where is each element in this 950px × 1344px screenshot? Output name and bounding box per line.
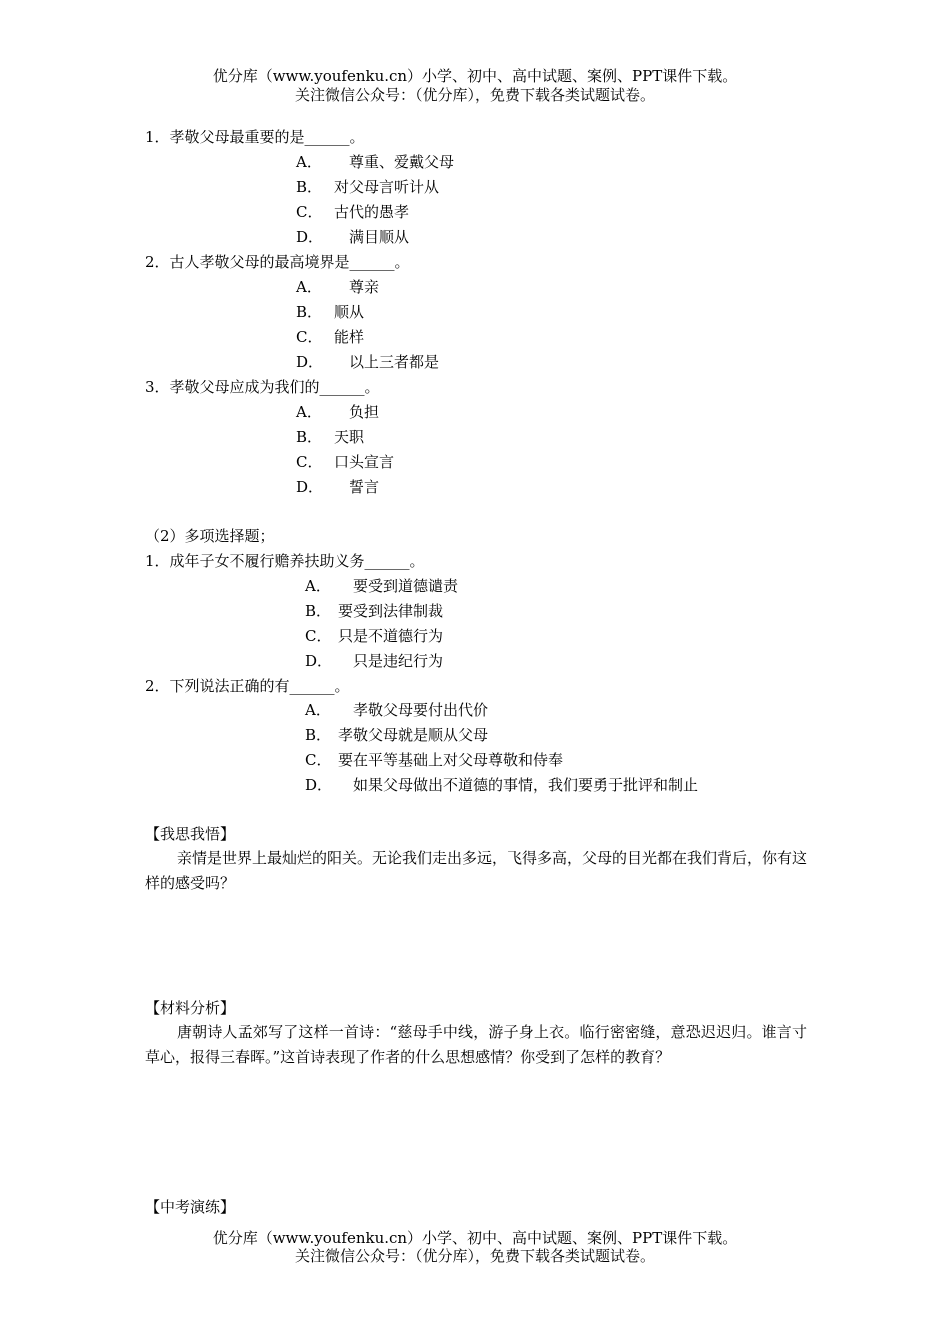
option-letter: C．	[305, 627, 332, 645]
option-text: 古代的愚孝	[334, 203, 410, 221]
option-c	[305, 626, 443, 646]
option-letter: D．	[296, 353, 324, 371]
option-a	[305, 576, 458, 596]
option-letter: B．	[305, 602, 332, 620]
question-1: 1．孝敬父母最重要的是______。	[145, 128, 365, 146]
option-letter: D．	[296, 228, 324, 246]
option-text: 要受到道德谴责	[338, 577, 459, 595]
option-text: 只是不道德行为	[338, 627, 444, 645]
option-letter: B．	[296, 303, 323, 321]
option-c	[296, 327, 364, 347]
option-text: 如果父母做出不道德的事情，我们要勇于批评和制止	[338, 776, 699, 794]
option-letter: D．	[296, 478, 324, 496]
option-a	[296, 402, 379, 422]
reflect-heading: 【我思我悟】	[145, 825, 236, 843]
option-b	[296, 302, 364, 322]
reflect-body: 亲情是世界上最灿烂的阳关。无论我们走出多远，飞得多高，父母的目光都在我们背后，你有这样的感受吗？	[145, 849, 808, 892]
option-letter: A．	[296, 153, 322, 171]
option-text: 以上三者都是	[334, 353, 440, 371]
option-a	[305, 700, 488, 720]
option-text: 顺从	[334, 303, 365, 321]
option-letter: B．	[305, 726, 332, 744]
option-letter: D．	[305, 776, 333, 794]
option-c	[296, 202, 409, 222]
option-text: 满目顺从	[334, 228, 410, 246]
option-b	[296, 177, 439, 197]
option-text: 天职	[334, 428, 365, 446]
question-3: 3．孝敬父母应成为我们的______。	[145, 378, 380, 396]
option-d	[296, 227, 409, 247]
option-text: 尊重、爱戴父母	[334, 153, 455, 171]
option-b	[305, 601, 443, 621]
multi-choice-heading: （2）多项选择题；	[145, 527, 275, 545]
option-c	[305, 750, 563, 770]
option-text: 负担	[334, 403, 380, 421]
option-letter: D．	[305, 652, 333, 670]
option-text: 要受到法律制裁	[338, 602, 444, 620]
option-d	[305, 775, 698, 795]
footer-line-1: 优分库（www.youfenku.cn）小学、初中、高中试题、案例、PPT课件下载。	[212, 1229, 738, 1247]
option-d	[296, 352, 439, 372]
option-letter: A．	[305, 577, 331, 595]
option-letter: B．	[296, 178, 323, 196]
option-c	[296, 452, 394, 472]
multi-question-1: 1．成年子女不履行赡养扶助义务______。	[145, 552, 425, 570]
option-d	[305, 651, 443, 671]
option-text: 只是违纪行为	[338, 652, 444, 670]
option-text: 能样	[334, 328, 365, 346]
header-line-1: 优分库（www.youfenku.cn）小学、初中、高中试题、案例、PPT课件下载。	[212, 67, 738, 85]
option-text: 孝敬父母就是顺从父母	[338, 726, 489, 744]
option-a	[296, 152, 454, 172]
option-text: 对父母言听计从	[334, 178, 440, 196]
option-letter: C．	[296, 203, 323, 221]
option-b	[296, 427, 364, 447]
footer-line-2: 关注微信公众号：（优分库），免费下载各类试题试卷。	[294, 1247, 655, 1265]
option-text: 口头宣言	[334, 453, 395, 471]
option-letter: C．	[296, 328, 323, 346]
option-text: 要在平等基础上对父母尊敬和侍奉	[338, 751, 564, 769]
option-b	[305, 725, 488, 745]
option-letter: C．	[296, 453, 323, 471]
option-text: 孝敬父母要付出代价	[338, 701, 489, 719]
option-letter: A．	[296, 278, 322, 296]
option-letter: B．	[296, 428, 323, 446]
option-letter: C．	[305, 751, 332, 769]
option-d	[296, 477, 379, 497]
analysis-heading: 【材料分析】	[145, 999, 236, 1017]
question-2: 2．古人孝敬父母的最高境界是______。	[145, 253, 410, 271]
exam-heading: 【中考演练】	[145, 1198, 236, 1216]
option-letter: A．	[305, 701, 331, 719]
option-text: 尊亲	[334, 278, 380, 296]
analysis-body: 唐朝诗人孟郊写了这样一首诗：“慈母手中线，游子身上衣。临行密密缝，意恐迟迟归。谁言寸草心，报得三春晖。”这首诗表现了作者的什么思想感情？你受到了怎样的教育？	[145, 1023, 807, 1066]
option-a	[296, 277, 379, 297]
header-line-2: 关注微信公众号：（优分库），免费下载各类试题试卷。	[294, 86, 655, 104]
option-text: 誓言	[334, 478, 380, 496]
multi-question-2: 2．下列说法正确的有______。	[145, 677, 350, 695]
option-letter: A．	[296, 403, 322, 421]
